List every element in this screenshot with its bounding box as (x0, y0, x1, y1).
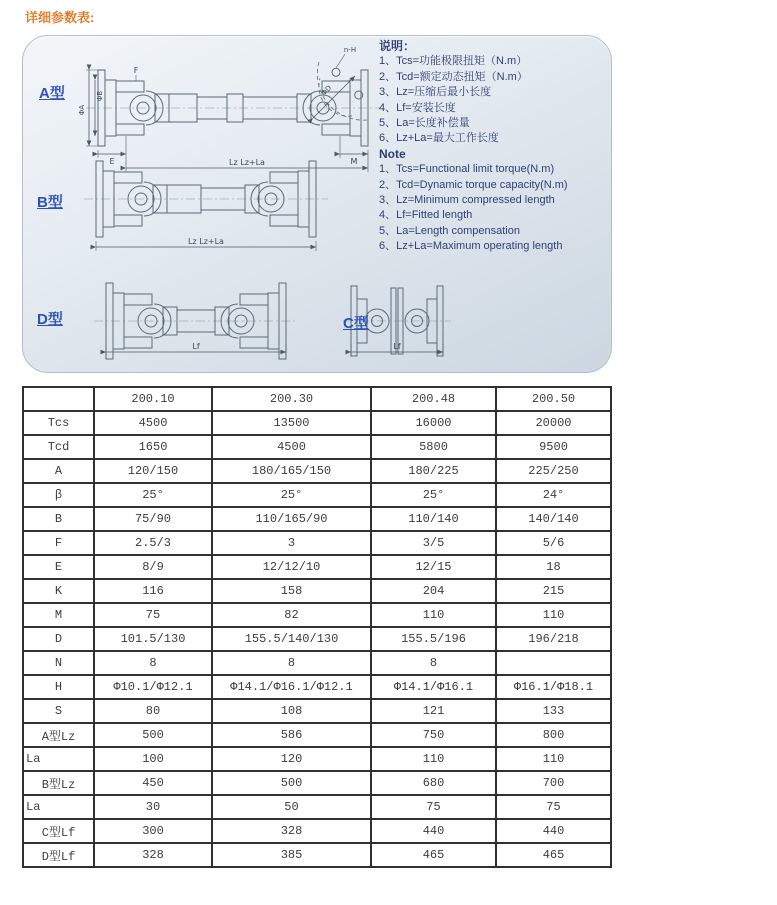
value-cell: 465 (496, 843, 611, 867)
value-cell: Φ14.1/Φ16.1 (371, 675, 496, 699)
value-cell: 18 (496, 555, 611, 579)
value-cell: 25° (212, 483, 371, 507)
value-cell: 133 (496, 699, 611, 723)
value-cell: 8/9 (94, 555, 212, 579)
value-cell (496, 651, 611, 675)
value-cell: 120/150 (94, 459, 212, 483)
legend-item: 3、Lz=Minimum compressed length (379, 194, 555, 207)
value-cell: 750 (371, 723, 496, 747)
value-cell: 110 (496, 603, 611, 627)
table-row (23, 651, 611, 675)
value-cell: 110 (496, 747, 611, 771)
table-row (23, 795, 611, 819)
table-row (23, 483, 611, 507)
column-header: 200.10 (94, 387, 212, 411)
value-cell: Φ14.1/Φ16.1/Φ12.1 (212, 675, 371, 699)
dim-label-lz-b: Lz Lz+La (188, 237, 224, 246)
value-cell: 328 (212, 819, 371, 843)
page-title: 详细参数表: (25, 10, 95, 25)
value-cell: 140/140 (496, 507, 611, 531)
row-label-cell: β (23, 483, 94, 507)
row-label-cell: B型Lz (23, 771, 94, 795)
type-a-drawing (78, 66, 380, 172)
row-label-cell: Tcs (23, 411, 94, 435)
legend-item: 5、La=Length compensation (379, 224, 520, 237)
column-header: 200.30 (212, 387, 371, 411)
row-label-cell: H (23, 675, 94, 699)
param-table (22, 386, 612, 868)
value-cell: 16000 (371, 411, 496, 435)
row-label-cell: B (23, 507, 94, 531)
dim-label-phi-a: ΦA (78, 104, 86, 116)
row-label-cell: D (23, 627, 94, 651)
type-b-drawing (84, 161, 328, 251)
table-row (23, 675, 611, 699)
value-cell: 20000 (496, 411, 611, 435)
value-cell: 8 (212, 651, 371, 675)
value-cell: 12/15 (371, 555, 496, 579)
legend (379, 39, 608, 255)
drawing-panel (22, 35, 612, 373)
legend-item: 1、Tcs=功能极限扭矩（N.m） (379, 55, 528, 68)
value-cell: 82 (212, 603, 371, 627)
table-row (23, 579, 611, 603)
value-cell: 440 (371, 819, 496, 843)
value-cell: 180/225 (371, 459, 496, 483)
legend-item: 1、Tcs=Functional limit torque(N.m) (379, 163, 555, 176)
value-cell: 800 (496, 723, 611, 747)
row-label-cell: S (23, 699, 94, 723)
value-cell: 30 (94, 795, 212, 819)
value-cell: 700 (496, 771, 611, 795)
table-row (23, 723, 611, 747)
legend-item: 2、Tcd=Dynamic torque capacity(N.m) (379, 178, 568, 191)
table-row (23, 435, 611, 459)
dim-label-lf-d: Lf (192, 342, 200, 351)
legend-cn-heading: 说明： (379, 39, 416, 53)
value-cell: 300 (94, 819, 212, 843)
value-cell: 5/6 (496, 531, 611, 555)
row-label-cell: N (23, 651, 94, 675)
value-cell: 2.5/3 (94, 531, 212, 555)
value-cell: 155.5/140/130 (212, 627, 371, 651)
column-header: 200.48 (371, 387, 496, 411)
value-cell: 75 (94, 603, 212, 627)
value-cell: 75/90 (94, 507, 212, 531)
type-a-label[interactable]: A型 (39, 85, 65, 102)
value-cell: 75 (496, 795, 611, 819)
table-row (23, 555, 611, 579)
value-cell: 450 (94, 771, 212, 795)
value-cell: 100 (94, 747, 212, 771)
column-header (23, 387, 94, 411)
table-row (23, 459, 611, 483)
legend-item: 4、Lf=安装长度 (379, 101, 456, 114)
value-cell: 25° (371, 483, 496, 507)
table-row (23, 843, 611, 867)
table-row (23, 747, 611, 771)
value-cell: 9500 (496, 435, 611, 459)
header-row (23, 387, 611, 411)
table-row (23, 699, 611, 723)
value-cell: 50 (212, 795, 371, 819)
table-row (23, 627, 611, 651)
dim-label-phi-b: ΦB (96, 90, 104, 102)
value-cell: 25° (94, 483, 212, 507)
table-row (23, 603, 611, 627)
type-d-label[interactable]: D型 (37, 311, 63, 328)
value-cell: 3/5 (371, 531, 496, 555)
value-cell: Φ16.1/Φ18.1 (496, 675, 611, 699)
value-cell: 215 (496, 579, 611, 603)
value-cell: Φ10.1/Φ12.1 (94, 675, 212, 699)
legend-item: 2、Tcd=额定动态扭矩（N.m） (379, 70, 528, 83)
row-label-cell: E (23, 555, 94, 579)
table-row (23, 411, 611, 435)
row-label-cell: A型Lz (23, 723, 94, 747)
row-label-cell: C型Lf (23, 819, 94, 843)
value-cell: 465 (371, 843, 496, 867)
value-cell: 13500 (212, 411, 371, 435)
row-label-cell: Tcd (23, 435, 94, 459)
value-cell: 204 (371, 579, 496, 603)
column-header: 200.50 (496, 387, 611, 411)
row-label-cell: La (23, 747, 94, 771)
legend-en-heading: Note (379, 146, 406, 161)
value-cell: 196/218 (496, 627, 611, 651)
dim-label-f: F (133, 66, 139, 75)
legend-item: 4、Lf=Fitted length (379, 209, 473, 222)
table-row (23, 507, 611, 531)
flange-detail-drawing (313, 46, 367, 120)
value-cell: 120 (212, 747, 371, 771)
legend-cn-list (379, 54, 608, 146)
value-cell: 110/165/90 (212, 507, 371, 531)
legend-item: 6、Lz+La=Maximum operating length (379, 240, 563, 253)
value-cell: 680 (371, 771, 496, 795)
value-cell: 385 (212, 843, 371, 867)
value-cell: 3 (212, 531, 371, 555)
value-cell: 1650 (94, 435, 212, 459)
value-cell: 116 (94, 579, 212, 603)
value-cell: 12/12/10 (212, 555, 371, 579)
row-label-cell: F (23, 531, 94, 555)
dim-label-n-h: n-H (343, 46, 357, 54)
value-cell: 4500 (212, 435, 371, 459)
value-cell: 108 (212, 699, 371, 723)
row-label-cell: K (23, 579, 94, 603)
value-cell: 101.5/130 (94, 627, 212, 651)
value-cell: 4500 (94, 411, 212, 435)
value-cell: 8 (94, 651, 212, 675)
dim-label-phi-d: ΦD (319, 83, 334, 98)
table-row (23, 771, 611, 795)
value-cell: 8 (371, 651, 496, 675)
value-cell: 110 (371, 747, 496, 771)
dim-label-lf-c: Lf (393, 342, 401, 351)
value-cell: 155.5/196 (371, 627, 496, 651)
value-cell: 440 (496, 819, 611, 843)
value-cell: 24° (496, 483, 611, 507)
value-cell: 500 (94, 723, 212, 747)
row-label-cell: D型Lf (23, 843, 94, 867)
value-cell: 121 (371, 699, 496, 723)
type-d-drawing (94, 283, 298, 359)
dim-label-lz-a: Lz Lz+La (229, 158, 265, 167)
value-cell: 500 (212, 771, 371, 795)
value-cell: 75 (371, 795, 496, 819)
type-b-label[interactable]: B型 (37, 194, 63, 211)
table-row (23, 819, 611, 843)
table-row (23, 531, 611, 555)
legend-item: 6、Lz+La=最大工作长度 (379, 132, 499, 145)
legend-item: 5、La=长度补偿量 (379, 117, 470, 130)
value-cell: 158 (212, 579, 371, 603)
value-cell: 586 (212, 723, 371, 747)
value-cell: 328 (94, 843, 212, 867)
legend-en-list (379, 162, 608, 254)
value-cell: 180/165/150 (212, 459, 371, 483)
value-cell: 225/250 (496, 459, 611, 483)
value-cell: 80 (94, 699, 212, 723)
row-label-cell: La (23, 795, 94, 819)
value-cell: 110/140 (371, 507, 496, 531)
row-label-cell: A (23, 459, 94, 483)
legend-item: 3、Lz=压缩后最小长度 (379, 86, 492, 99)
dim-label-m: M (350, 157, 358, 166)
type-c-label[interactable]: C型 (343, 315, 369, 332)
value-cell: 110 (371, 603, 496, 627)
value-cell: 5800 (371, 435, 496, 459)
row-label-cell: M (23, 603, 94, 627)
dim-label-e: E (109, 157, 115, 166)
